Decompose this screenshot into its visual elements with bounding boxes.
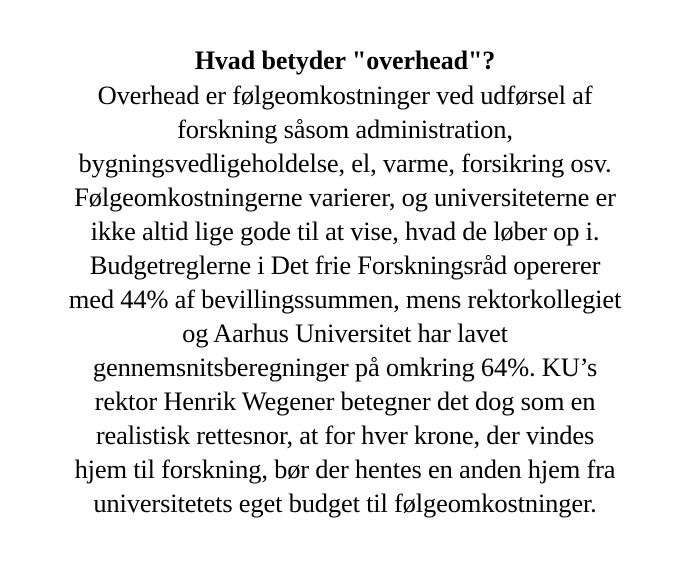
body-line: bygningsvedligeholdelse, el, varme, forsikring osv.: [78, 148, 612, 178]
body-paragraph: [8, 78, 682, 520]
fact-box-text-block: [8, 44, 682, 520]
body-line: gennemsnitsberegninger på omkring 64%. KU’s: [92, 352, 598, 382]
body-line: og Aarhus Universitet har lavet: [182, 318, 508, 348]
body-line: realistisk rettesnor, at for hver krone, der vindes: [95, 420, 595, 450]
page-title: Hvad betyder "overhead"?: [194, 46, 496, 75]
body-line: Overhead er følgeomkostninger ved udførsel af: [97, 80, 593, 110]
body-line: med 44% af bevillingssummen, mens rektorkollegiet: [68, 284, 622, 314]
body-line: universitetets eget budget til følgeomkostninger.: [93, 488, 597, 518]
body-line: hjem til forskning, bør der hentes en anden hjem fra: [74, 454, 616, 484]
body-line: Budgetreglerne i Det frie Forskningsråd opererer: [89, 250, 601, 280]
body-line: forskning såsom administration,: [177, 114, 513, 144]
body-line: ikke altid lige gode til at vise, hvad de løber op i.: [90, 216, 600, 246]
body-line: Følgeomkostningerne varierer, og universiteterne er: [74, 182, 616, 212]
body-line: rektor Henrik Wegener betegner det dog som en: [94, 386, 596, 416]
